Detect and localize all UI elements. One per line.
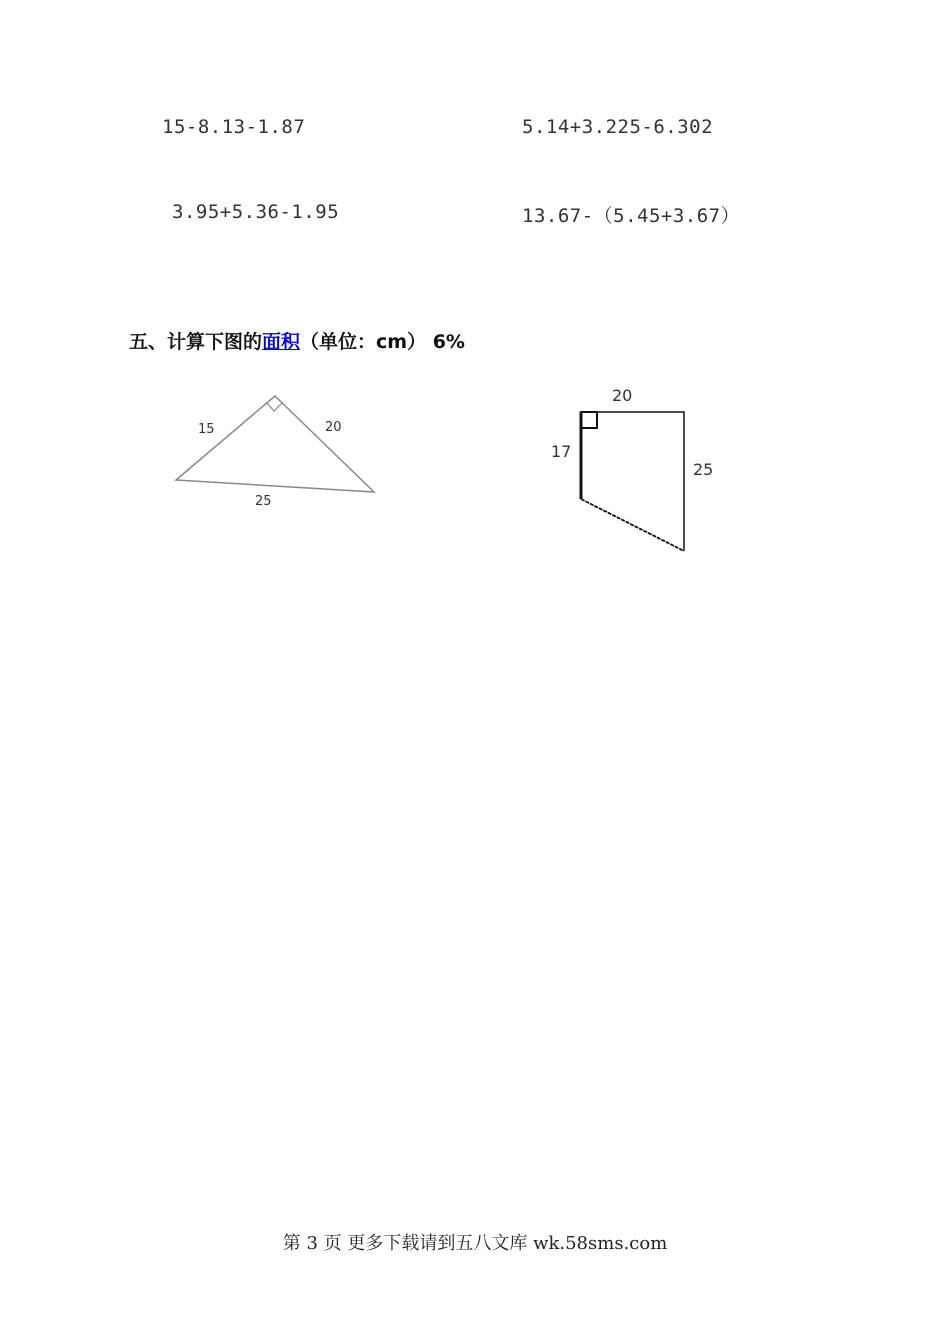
- trapezoid-label-left: 17: [551, 442, 572, 461]
- expression-4: 13.67-（5.45+3.67）: [522, 205, 741, 227]
- trapezoid-slant-side: [581, 499, 684, 551]
- trapezoid-label-top: 20: [612, 386, 633, 405]
- right-angle-mark: [267, 403, 282, 411]
- expression-2: 5.14+3.225-6.302: [522, 116, 714, 138]
- section-5-title: [129, 327, 465, 354]
- triangle-figure: [170, 390, 385, 515]
- trapezoid-label-right: 25: [693, 460, 714, 479]
- expression-3: 3.95+5.36-1.95: [172, 201, 340, 223]
- section-5-prefix: 五、计算下图的: [129, 331, 263, 353]
- triangle-label-left: 15: [198, 422, 215, 437]
- triangle-label-base: 25: [255, 494, 272, 509]
- trapezoid-outline: [581, 412, 684, 551]
- page-footer: 第 3 页 更多下载请到五八文库 wk.58sms.com: [282, 1233, 668, 1254]
- expression-1: 15-8.13-1.87: [162, 116, 306, 138]
- area-link[interactable]: 面积: [262, 331, 301, 353]
- section-5-suffix: （单位：cm） 6%: [300, 331, 465, 353]
- triangle-label-right: 20: [325, 420, 342, 435]
- trapezoid-figure: [545, 380, 725, 560]
- right-angle-mark: [581, 412, 597, 428]
